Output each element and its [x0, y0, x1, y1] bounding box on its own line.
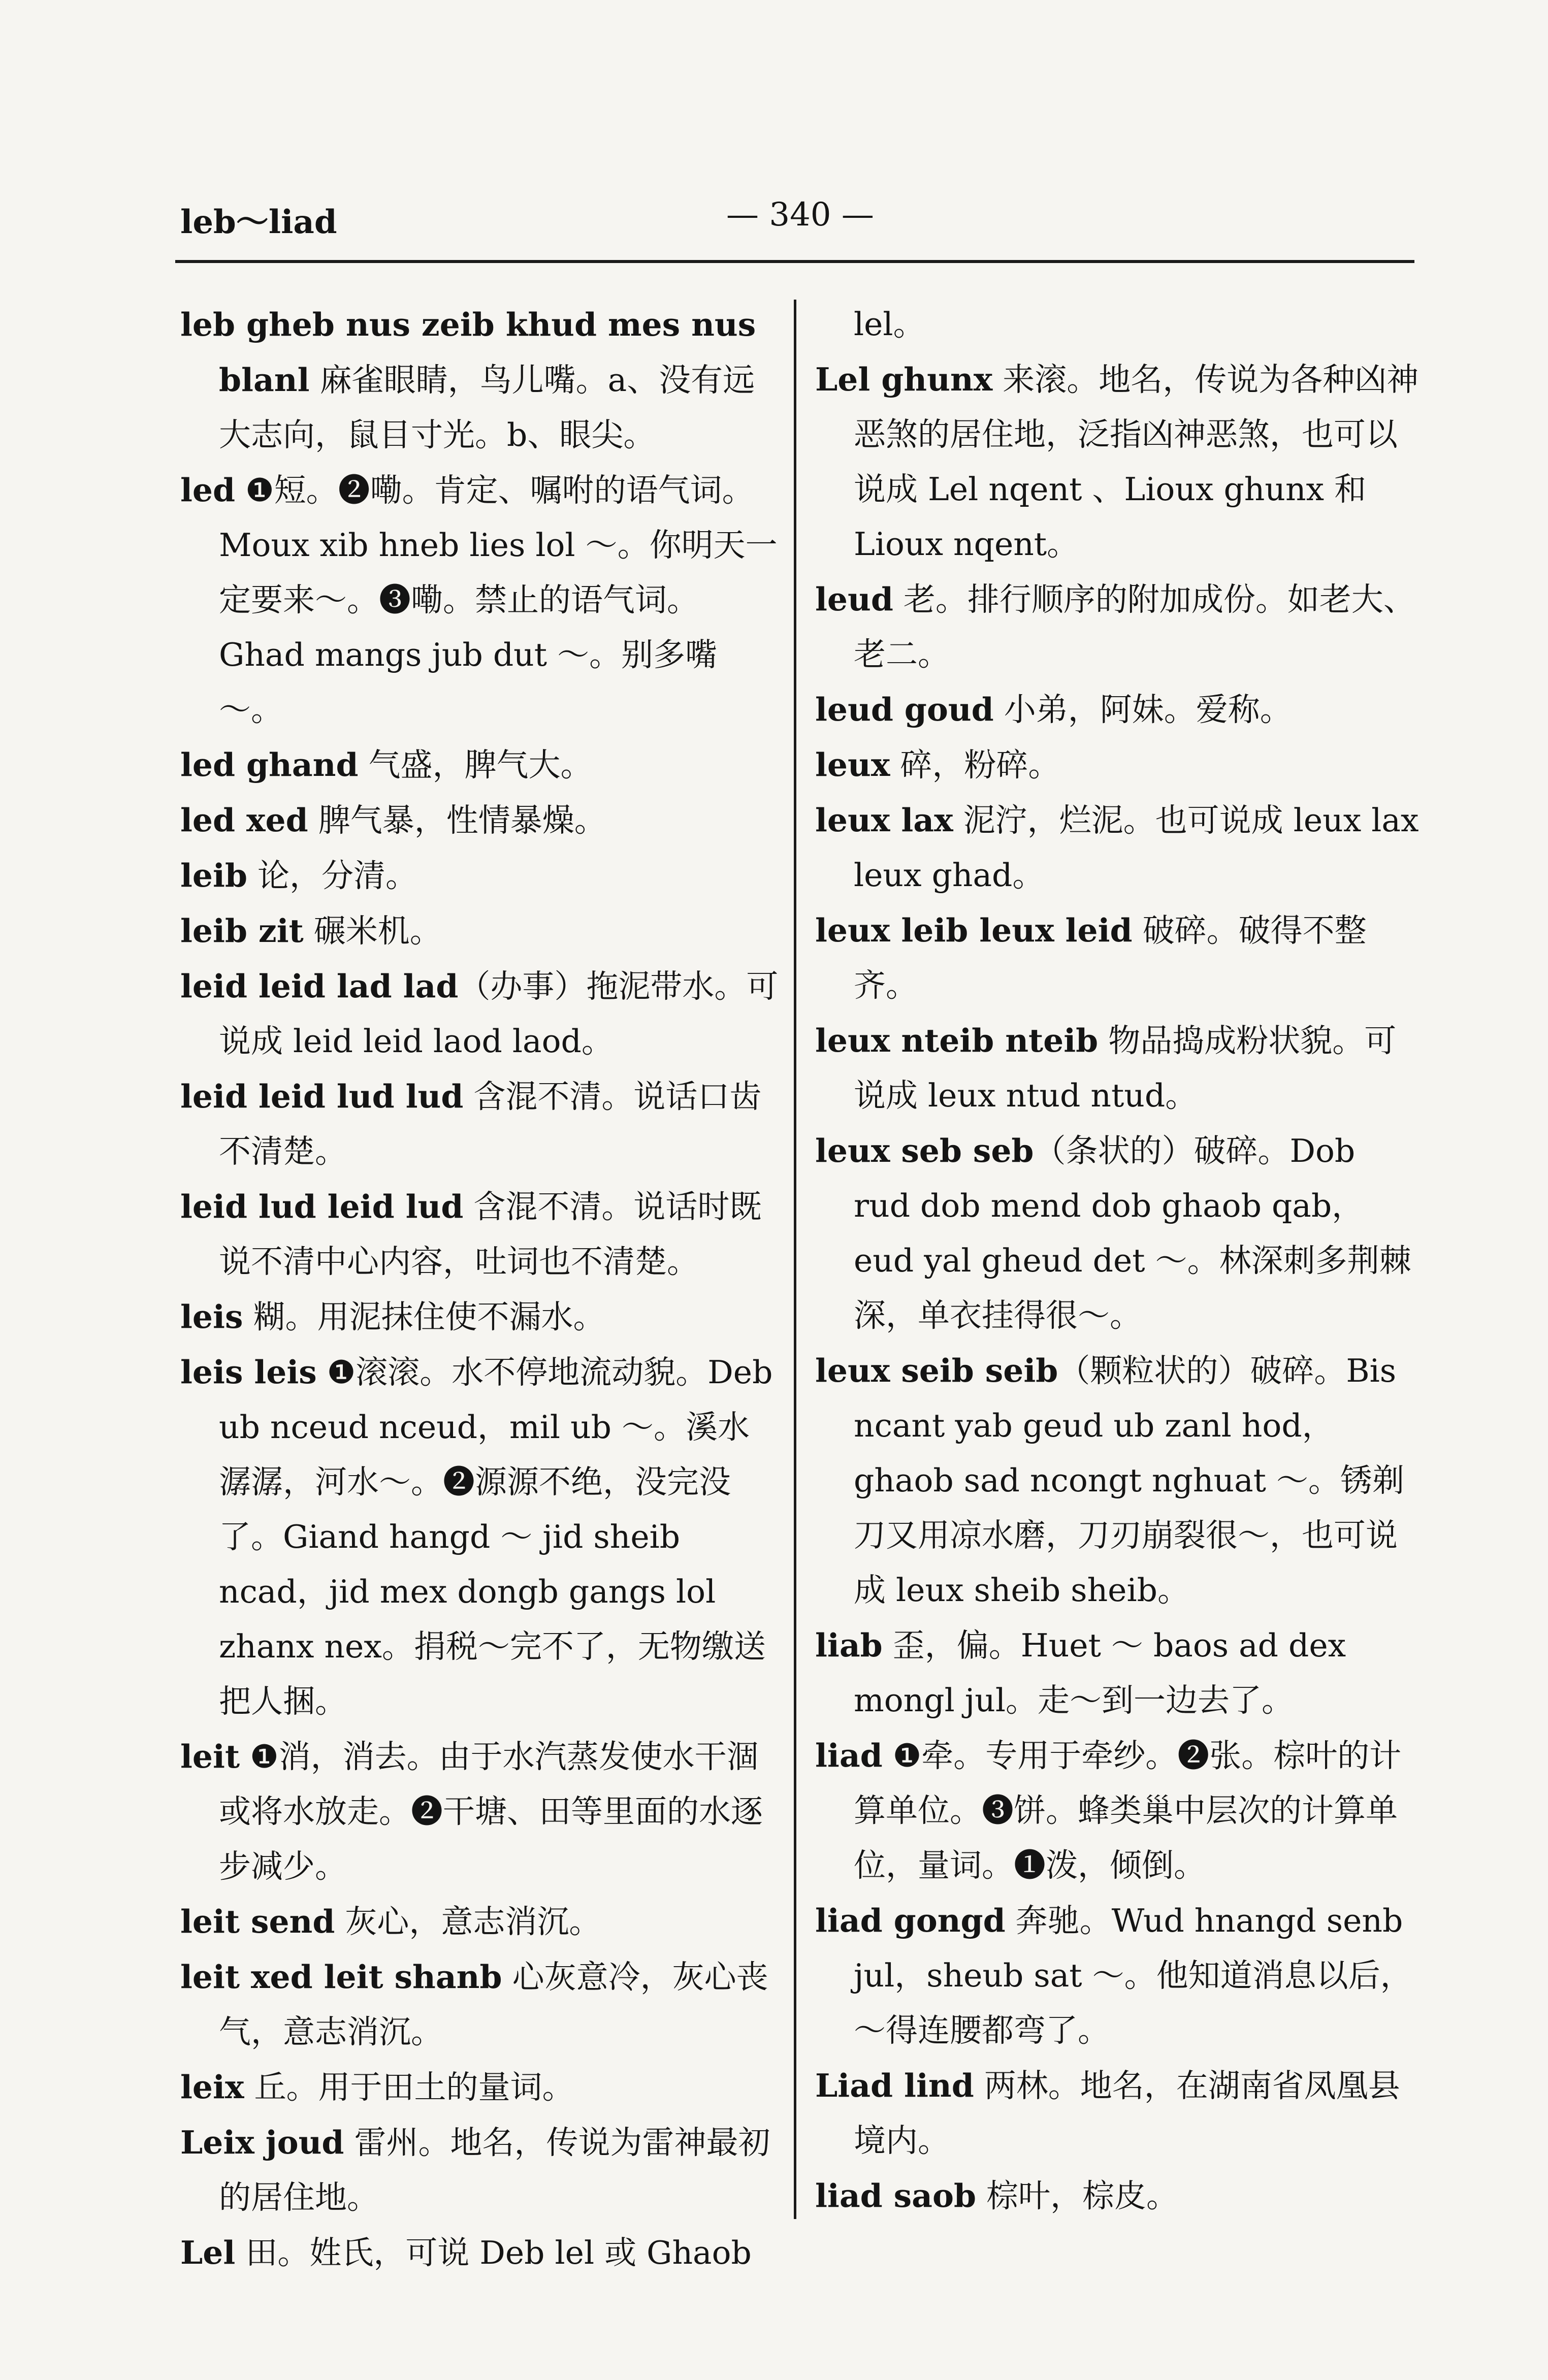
definition: 含混不清。说话时既说不清中心内容，吐词也不清楚。 [219, 1188, 762, 1280]
headword: Lel [180, 2234, 236, 2271]
dictionary-entry [180, 1289, 780, 1345]
definition: 脾气暴，性情暴燥。 [308, 802, 606, 839]
dictionary-entry [815, 572, 1420, 682]
dictionary-entry [180, 737, 780, 793]
headword: led xed [180, 801, 308, 839]
headword: Leix joud [180, 2124, 344, 2161]
dictionary-entry [180, 2115, 780, 2225]
definition: （条状的）破碎。Dob rud dob mend dob ghaob qab，eud yal gheud det ～。林深刺多荆棘深，单衣挂得很～。 [854, 1132, 1411, 1334]
headword: leid leid lad lad [180, 967, 459, 1005]
headword: leud [815, 580, 893, 618]
headword: leit send [180, 1903, 335, 1940]
running-head-range: leb～liad [180, 203, 337, 241]
definition: （办事）拖泥带水。可说成 leid leid laod laod。 [219, 968, 779, 1060]
dictionary-entry [180, 2225, 780, 2280]
dictionary-entry [180, 463, 780, 737]
headword: leud goud [815, 691, 994, 728]
right-column [815, 297, 1420, 2224]
definition: 糊。用泥抹住使不漏水。 [243, 1298, 605, 1335]
definition: ❶短。❷嘞。肯定、嘱咐的语气词。Moux xib hneb lies lol ～。你明天一定要来～。❸嘞。禁止的语气词。Ghad mangs jub dut ～。别多嘴～。 [219, 472, 778, 728]
definition: 破碎。破得不整齐。 [854, 912, 1367, 1004]
headword: leux seib seib [815, 1352, 1058, 1389]
definition: 碎，粉碎。 [890, 746, 1060, 784]
dictionary-entry [180, 2060, 780, 2115]
dictionary-entry [815, 2168, 1420, 2224]
dictionary-entry [815, 352, 1420, 572]
headword: leit [180, 1738, 240, 1775]
column-divider [794, 300, 796, 2219]
page-header [180, 193, 1420, 249]
definition: ❶牵。专用于牵纱。❷张。棕叶的计算单位。❸饼。蜂类巢中层次的计算单位，量词。❶泼，倾倒。 [854, 1737, 1402, 1884]
definition: 物品捣成粉状貌。可说成 leux ntud ntud。 [854, 1022, 1397, 1114]
headword: Liad lind [815, 2067, 974, 2104]
left-column [180, 297, 780, 2280]
headword: leux [815, 746, 890, 784]
definition: 论，分清。 [247, 857, 418, 894]
dictionary-entry [180, 793, 780, 848]
entry-continuation: lel。 [854, 306, 925, 343]
headword: Lel ghunx [815, 361, 993, 398]
definition: （颗粒状的）破碎。Bis ncant yab geud ub zanl hod，ghaob sad ncongt nghuat ～。锈剃刀又用凉水磨，刀刃崩裂很～，也可说成 leux sheib sheib。 [854, 1352, 1404, 1609]
definition: 两林。地名，在湖南省凤凰县境内。 [854, 2067, 1400, 2159]
definition: ❶消，消去。由于水汽蒸发使水干涸或将水放走。❷干塘、田等里面的水逐步减少。 [219, 1738, 763, 1885]
headword: leid lud leid lud [180, 1188, 464, 1225]
page-number: — 340 — [726, 196, 874, 234]
dictionary-entry [180, 1729, 780, 1894]
dictionary-entry [815, 1893, 1420, 2058]
dictionary-entry [180, 903, 780, 959]
dictionary-entry [815, 737, 1420, 793]
definition: 田。姓氏，可说 Deb lel 或 Ghaob [235, 2234, 752, 2271]
definition: 来滚。地名，传说为各种凶神恶煞的居住地，泛指凶神恶煞，也可以说成 Lel nqent 、Lioux ghunx 和 Lioux nqent。 [854, 361, 1419, 563]
header-rule [175, 260, 1414, 263]
headword: leis leis [180, 1353, 317, 1391]
dictionary-entry [815, 2058, 1420, 2168]
definition: 小弟，阿妹。爱称。 [993, 691, 1292, 728]
definition: 碾米机。 [303, 912, 442, 950]
headword: liab [815, 1626, 883, 1664]
dictionary-entry [180, 1069, 780, 1179]
definition: 歪，偏。Huet ～ baos ad dex mongl jul。走～到一边去了。 [854, 1627, 1346, 1719]
headword: leux seb seb [815, 1132, 1034, 1169]
dictionary-entry [815, 1013, 1420, 1123]
dictionary-entry [180, 297, 780, 463]
definition: 麻雀眼睛，鸟儿嘴。a、没有远大志向，鼠目寸光。b、眼尖。 [219, 362, 755, 453]
headword: leid leid lud lud [180, 1078, 464, 1115]
dictionary-entry [180, 1345, 780, 1729]
definition: ❶滚滚。水不停地流动貌。Deb ub nceud nceud，mil ub ～。溪水潺潺，河水～。❷源源不绝，没完没了。Giand hangd ～ jid sheib ncad，jid mex dongb gangs lol zhanx nex。捐税～完不了，无物缴送把人捆。 [219, 1354, 773, 1720]
definition: 丘。用于田土的量词。 [244, 2069, 574, 2106]
headword: led [180, 471, 236, 509]
dictionary-entry [180, 1179, 780, 1289]
headword: leb gheb nus zeib khud mes nus blanl [180, 306, 756, 399]
definition: 气盛，脾气大。 [358, 746, 593, 784]
dictionary-entry [815, 1618, 1420, 1728]
definition: 心灰意冷，灰心丧气，意志消沉。 [219, 1959, 768, 2050]
headword: leix [180, 2068, 244, 2106]
headword: leis [180, 1298, 243, 1335]
definition: 奔驰。Wud hnangd senb jul，sheub sat ～。他知道消息以后，～得连腰都弯了。 [854, 1902, 1412, 2049]
definition: 棕叶，棕皮。 [976, 2177, 1179, 2214]
headword: liad [815, 1737, 883, 1774]
definition: 灰心，意志消沉。 [335, 1903, 601, 1940]
dictionary-entry [180, 1949, 780, 2060]
dictionary-entry [180, 848, 780, 903]
dictionary-entry [815, 1343, 1420, 1618]
definition: 泥泞，烂泥。也可说成 leux lax leux ghad。 [854, 802, 1419, 894]
headword: leux lax [815, 801, 953, 839]
headword: leux leib leux leid [815, 911, 1133, 949]
dictionary-entry [180, 959, 780, 1069]
headword: leux nteib nteib [815, 1022, 1099, 1059]
dictionary-entry [180, 1894, 780, 1949]
dictionary-entry [815, 903, 1420, 1013]
headword: leit xed leit shanb [180, 1958, 502, 1996]
dictionary-entry [815, 1123, 1420, 1343]
headword: led ghand [180, 746, 359, 784]
headword: leib zit [180, 912, 304, 950]
dictionary-entry [815, 682, 1420, 737]
headword: leib [180, 857, 247, 894]
dictionary-entry [815, 793, 1420, 903]
definition: 老。排行顺序的附加成份。如老大、老二。 [854, 581, 1415, 673]
dictionary-entry [815, 1728, 1420, 1893]
headword: liad saob [815, 2177, 977, 2214]
headword: liad gongd [815, 1902, 1006, 1939]
definition: 含混不清。说话口齿不清楚。 [219, 1078, 762, 1170]
definition: 雷州。地名，传说为雷神最初的居住地。 [219, 2124, 770, 2216]
